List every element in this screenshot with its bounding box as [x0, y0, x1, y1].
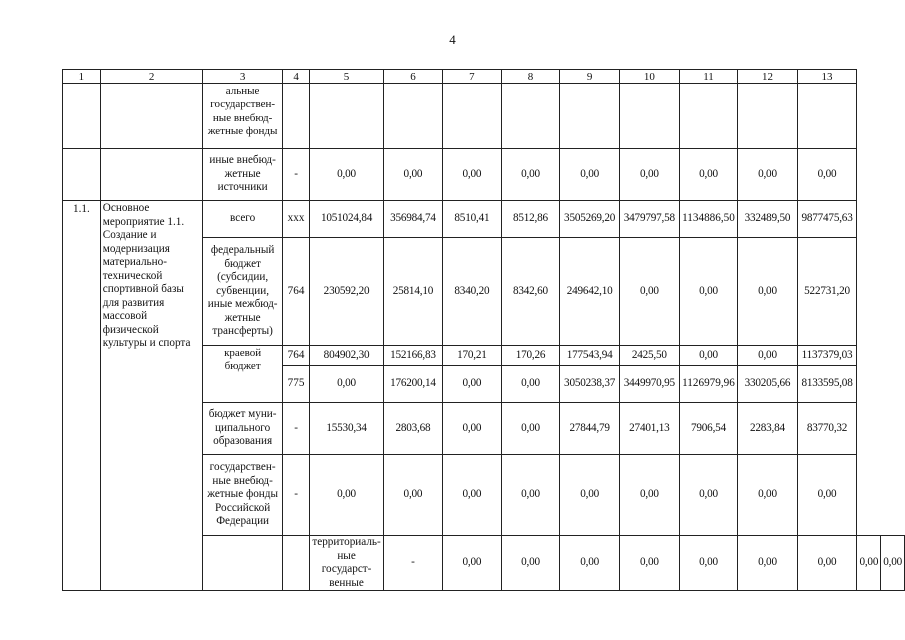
value-cell: 27844,79	[560, 403, 620, 455]
value-cell: 0,00	[443, 366, 502, 403]
value-cell: 522731,20	[797, 238, 857, 346]
header-cell: 1	[63, 70, 101, 84]
value-cell: 15530,34	[310, 403, 383, 455]
empty-cell	[310, 84, 383, 149]
value-cell: 8340,20	[443, 238, 502, 346]
value-cell: 0,00	[619, 536, 679, 591]
value-cell: 25814,10	[383, 238, 442, 346]
value-cell: 804902,30	[310, 346, 383, 366]
code-cell: -	[282, 149, 310, 201]
value-cell: 0,00	[738, 149, 797, 201]
empty-cell	[63, 149, 101, 201]
value-cell: 2283,84	[738, 403, 797, 455]
value-cell: 0,00	[797, 455, 857, 536]
value-cell: 0,00	[797, 149, 857, 201]
header-cell: 9	[560, 70, 620, 84]
value-cell: 0,00	[501, 149, 560, 201]
empty-cell	[679, 84, 738, 149]
value-cell: 1137379,03	[797, 346, 857, 366]
value-cell: 0,00	[857, 536, 881, 591]
empty-cell	[560, 84, 620, 149]
value-cell: 0,00	[383, 149, 442, 201]
value-cell: 2803,68	[383, 403, 442, 455]
empty-cell	[282, 84, 310, 149]
header-cell: 13	[797, 70, 857, 84]
header-cell: 12	[738, 70, 797, 84]
value-cell: 1051024,84	[310, 201, 383, 238]
table-row	[63, 84, 905, 149]
header-cell: 6	[383, 70, 442, 84]
code-cell: 764	[282, 238, 310, 346]
value-cell: 7906,54	[679, 403, 738, 455]
value-cell: 330205,66	[738, 366, 797, 403]
value-cell: 0,00	[738, 536, 797, 591]
value-cell: 9877475,63	[797, 201, 857, 238]
empty-cell	[63, 84, 101, 149]
value-cell: 0,00	[797, 536, 857, 591]
value-cell: 0,00	[443, 403, 502, 455]
value-cell: 0,00	[560, 536, 620, 591]
value-cell: 0,00	[560, 455, 620, 536]
value-cell: 0,00	[619, 238, 679, 346]
value-cell: 3050238,37	[560, 366, 620, 403]
value-cell: 1134886,50	[679, 201, 738, 238]
value-cell: 0,00	[501, 455, 560, 536]
source-label: альные государствен-ные внебюд-жетные фонды	[203, 84, 282, 149]
source-label: бюджет муни-ципального образования	[203, 403, 282, 455]
value-cell: 332489,50	[738, 201, 797, 238]
value-cell: 170,26	[501, 346, 560, 366]
value-cell: 1126979,96	[679, 366, 738, 403]
value-cell: 152166,83	[383, 346, 442, 366]
empty-cell	[797, 84, 857, 149]
activity-name: Основное мероприятие 1.1. Создание и модернизация материально-технической спортивной базы для развития массовой физической культуры и спорта	[100, 201, 203, 591]
value-cell: 8510,41	[443, 201, 502, 238]
value-cell: 83770,32	[797, 403, 857, 455]
value-cell: 0,00	[881, 536, 905, 591]
value-cell: 0,00	[310, 149, 383, 201]
value-cell: 0,00	[310, 366, 383, 403]
empty-cell	[203, 536, 282, 591]
value-cell: 0,00	[738, 346, 797, 366]
source-label: государствен-ные внебюд-жетные фонды Российской Федерации	[203, 455, 282, 536]
empty-cell	[100, 84, 203, 149]
empty-cell	[619, 84, 679, 149]
header-cell: 3	[203, 70, 282, 84]
empty-cell	[282, 536, 310, 591]
code-cell: -	[282, 455, 310, 536]
table-row	[63, 201, 905, 238]
empty-cell	[501, 84, 560, 149]
code-cell: ххх	[282, 201, 310, 238]
value-cell: 170,21	[443, 346, 502, 366]
value-cell: 0,00	[501, 536, 560, 591]
value-cell: 0,00	[679, 238, 738, 346]
empty-cell	[383, 84, 442, 149]
code-cell: 775	[282, 366, 310, 403]
value-cell: 8342,60	[501, 238, 560, 346]
value-cell: 0,00	[679, 536, 738, 591]
code-cell: -	[383, 536, 442, 591]
value-cell: 176200,14	[383, 366, 442, 403]
value-cell: 0,00	[679, 346, 738, 366]
header-cell: 11	[679, 70, 738, 84]
source-label: всего	[203, 201, 282, 238]
value-cell: 8133595,08	[797, 366, 857, 403]
header-cell: 5	[310, 70, 383, 84]
value-cell: 3479797,58	[619, 201, 679, 238]
value-cell: 0,00	[738, 455, 797, 536]
value-cell: 0,00	[310, 455, 383, 536]
value-cell: 0,00	[443, 455, 502, 536]
value-cell: 0,00	[679, 149, 738, 201]
empty-cell	[443, 84, 502, 149]
code-cell: -	[282, 403, 310, 455]
value-cell: 3449970,95	[619, 366, 679, 403]
table-row	[63, 149, 905, 201]
value-cell: 8512,86	[501, 201, 560, 238]
header-cell: 8	[501, 70, 560, 84]
value-cell: 0,00	[501, 403, 560, 455]
value-cell: 0,00	[619, 455, 679, 536]
funding-table	[62, 69, 905, 591]
source-label: иные внебюд-жетные источники	[203, 149, 282, 201]
value-cell: 177543,94	[560, 346, 620, 366]
value-cell: 0,00	[443, 149, 502, 201]
value-cell: 0,00	[443, 536, 502, 591]
value-cell: 2425,50	[619, 346, 679, 366]
empty-cell	[738, 84, 797, 149]
value-cell: 3505269,20	[560, 201, 620, 238]
value-cell: 0,00	[679, 455, 738, 536]
value-cell: 27401,13	[619, 403, 679, 455]
source-label: территориаль-ные государст-венные	[310, 536, 383, 591]
value-cell: 230592,20	[310, 238, 383, 346]
value-cell: 0,00	[560, 149, 620, 201]
value-cell: 0,00	[738, 238, 797, 346]
page-number: 4	[449, 32, 456, 47]
header-cell: 7	[443, 70, 502, 84]
value-cell: 0,00	[619, 149, 679, 201]
header-cell: 4	[282, 70, 310, 84]
header-cell: 10	[619, 70, 679, 84]
code-cell: 764	[282, 346, 310, 366]
source-label: краевой бюджет	[203, 346, 282, 403]
value-cell: 356984,74	[383, 201, 442, 238]
value-cell: 0,00	[501, 366, 560, 403]
value-cell: 249642,10	[560, 238, 620, 346]
header-row	[63, 70, 905, 84]
header-cell: 2	[100, 70, 203, 84]
empty-cell	[100, 149, 203, 201]
source-label: федеральный бюджет (субсидии, субвенции, иные межбюд-жетные трансферты)	[203, 238, 282, 346]
item-number: 1.1.	[63, 201, 101, 591]
value-cell: 0,00	[383, 455, 442, 536]
